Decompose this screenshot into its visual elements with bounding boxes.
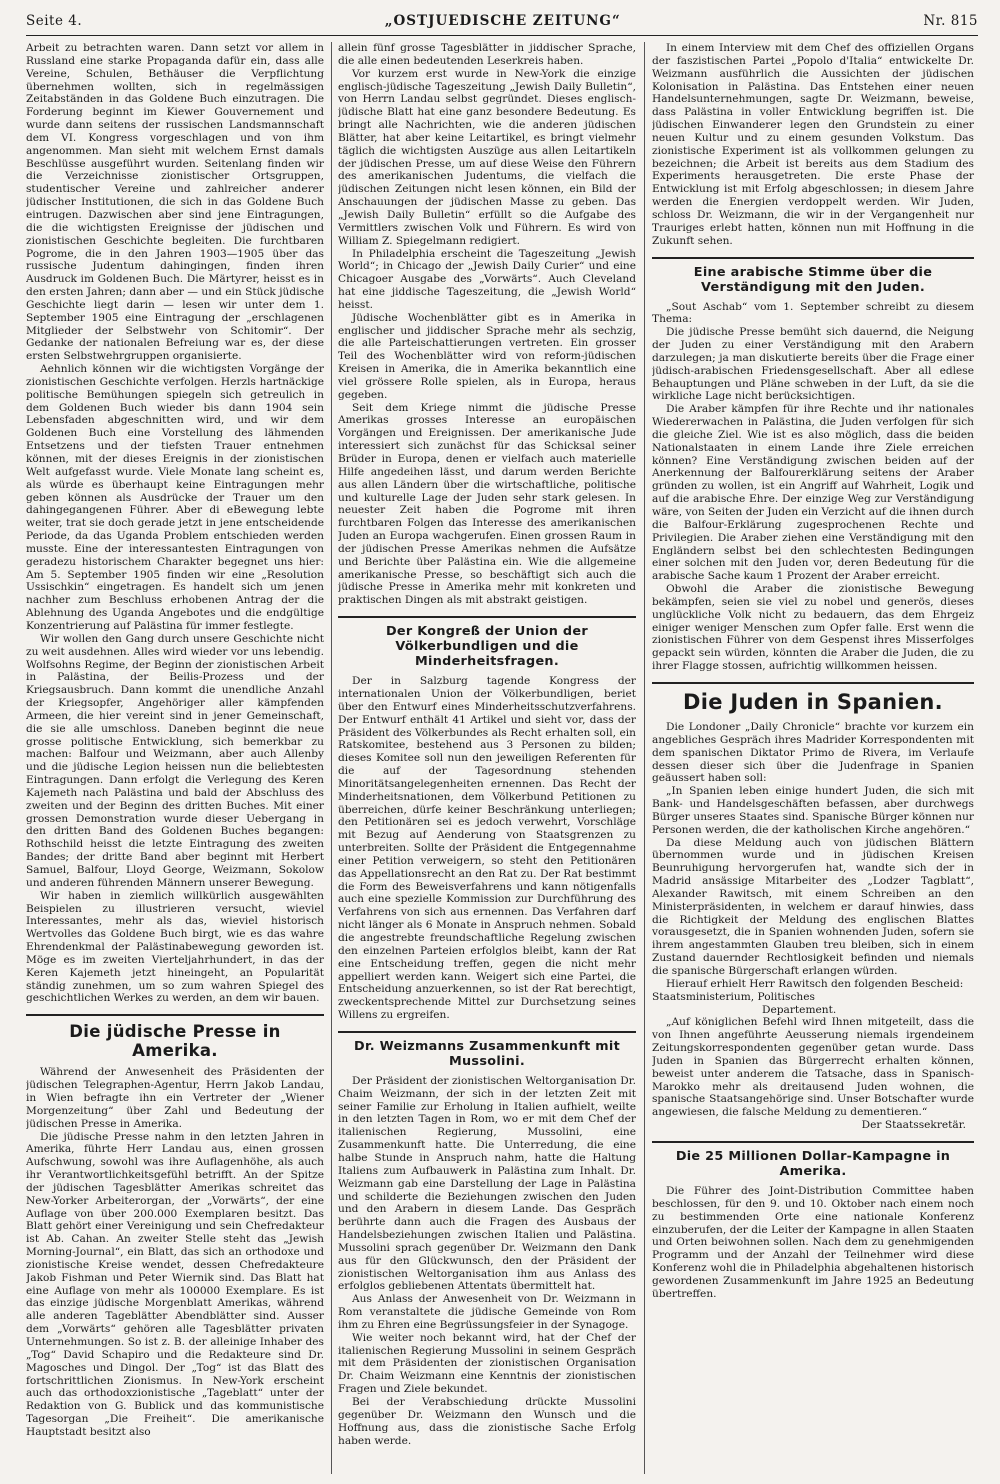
paragraph: Da diese Meldung auch von jüdischen Blättern übernommen wurde und in jüdischen Kreisen Beunruhigung hervorgerufen hat, wandte sich der in Madrid ansässige Mitarbeiter des „Lodzer Tagblatt“, Alexander Rawitsch, mit einem Schreiben an den Ministerpräsidenten, in welchem er darauf hinwies, dass die Richtigkeit der Meldung des englischen Blattes vorausgesetzt, die in Spanien wohnenden Juden, sofern sie ihrem angestammten Glauben treu bleiben, sich in einem Zustand dauernder Rechtlosigkeit befinden und niemals die spanische Bürgerschaft erlangen würden. [652,836,974,977]
paragraph: Die Führer des Joint-Distribution Committee haben beschlossen, für den 9. und 10. Oktober nach einem noch zu bestimmenden Orte eine nationale Konferenz einzuberufen, der die Leiter der Kampagne in allen Staaten und Orten beiwohnen sollen. Nach dem zu genehmigenden Programm und der Anzahl der Teilnehmer wird diese Konferenz wohl die in Philadelphia abgehaltenen historisch gewordenen Zusammenkunft im Jahre 1925 an Bedeutung übertreffen. [652,1184,974,1300]
paragraph: Arbeit zu betrachten waren. Dann setzt vor allem in Russland eine starke Propaganda dafür ein, dass alle Vereine, Schulen, Bethäuser die Verpflichtung übernehmen wollten, sich in regelmässigen Zeitabständen in das Goldene Buch einzutragen. Die Forderung beginnt im Kiewer Gouvernement und wurde dann seitens der russischen Landsmannschaft dem VI. Kongress vorgeschlagen und von ihm angenommen. Man sieht mit welchem Ernst damals Beschlüsse ausgeführt wurden. Seitenlang finden wir die Verzeichnisse zionistischer Ortsgruppen, studentischer Vereine und zahlreicher anderer jüdischer Institutionen, die sich in das Goldene Buch eintrugen. Dazwischen aber sind jene Eintragungen, die die wichtigsten Ereignisse der jüdischen und zionistischen Geschichte begleiten. Die furchtbaren Pogrome, die in den Jahren 1903—1905 über das russische Judentum dahingingen, finden ihren Ausdruck im Goldenen Buch. Die Märtyrer, heisst es in den ersten Jahren; dann aber — und ein Stück jüdische Geschichte liegt darin — lesen wir unter dem 1. September 1905 eine Eintragung der „erschlagenen Mitglieder der Selbstwehr von Schitomir“. Der Gedanke der nationalen Befreiung war es, der diese ersten Selbstwehrgruppen organisierte. [26,42,324,363]
paragraph: In Philadelphia erscheint die Tageszeitung „Jewish World“; in Chicago der „Jewish Daily Curier“ und eine Chicagoer Ausgabe des „Vorwärts“. Auch Cleveland hat eine jiddische Tageszeitung, die „Jewish World“ heisst. [338,247,636,311]
paragraph: Während der Anwesenheit des Präsidenten der jüdischen Telegraphen-Agentur, Herrn Jakob Landau, in Wien befragte ihn ein Vertreter der „Wiener Morgenzeitung“ über Zahl und Bedeutung der jüdischen Presse in Amerika. [26,1066,324,1130]
issue-number: Nr. 815 [923,13,978,29]
column-1 [26,42,324,1474]
headline-kongress-voelkerbundligen: Der Kongreß der Union der Völkerbundligen und die Minderheitsfragen. [386,624,588,670]
column-2 [338,42,636,1474]
paragraph: Wir haben in ziemlich willkürlich ausgewählten Beispielen zu illustrieren versucht, wieviel Interessantes, mehr als das, wieviel historisch Wertvolles das Goldene Buch birgt, wie es das wahre Ehrendenkmal der Palästinabewegung geworden ist. Möge es im zweiten Vierteljahrhundert, in das der Keren Kajemeth jetzt hineingeht, an Popularität ständig zunehmen, um so zum wahren Spiegel des geschichtlichen Werkes zu werden, an dem wir bauen. [26,889,324,1005]
letterhead-line: Staatsministerium, Politisches [652,990,815,1003]
section-rule [338,1031,636,1033]
paragraph: Seit dem Kriege nimmt die jüdische Presse Amerikas grosses Interesse an europäischen Vorgängen und Ereignissen. Der amerikanische Jude interessiert sich zunächst für das Schicksal seiner Brüder in Europa, denen er vielfach auch materielle Hilfe angedeihen lässt, und darum werden Berichte aus allen Ländern über die wirtschaftliche, politische und kulturelle Lage der Juden sehr stark gelesen. In neuester Zeit haben die Pogrome mit ihren furchtbaren Folgen das Interesse des amerikanischen Juden an Europa wachgerufen. Einen grossen Raum in der jüdischen Presse Amerikas nehmen die Aufsätze und Berichte über Palästina ein. Wie die allgemeine amerikanische Presse, so beschäftigt sich auch die jüdische Presse in Amerika mehr mit konkreten und praktischen Dingen als mit abstrakt geistigen. [338,401,636,607]
paragraph: „Sout Aschab“ vom 1. September schreibt zu diesem Thema: [652,300,974,326]
paragraph: Die Araber kämpfen für ihre Rechte und ihr nationales Wiedererwachen in Palästina, die Juden verfolgen für sich die gleiche Ziel. Wie ist es also möglich, dass die beiden Nationalstaaten in einem Lande ihre Ziele erreichen können? Eine Verständigung zwischen beiden auf der Anerkennung der Balfourerklärung seitens der Araber gründen zu wollen, ist ein Angriff auf Wahrheit, Logik und auf die arabische Ehre. Der einzige Weg zur Verständigung wäre, von Seiten der Juden ein Verzicht auf die ihnen durch die Balfour-Erklärung zugesprochenen Rechte und Privilegien. Die Araber ziehen eine Verständigung mit den Engländern selbst bei den schlechtesten Bedingungen einer solchen mit den Juden vor, deren Bedeutung für die arabische Sache kaum 1 Prozent der Araber erreicht. [652,403,974,583]
paragraph: „Auf königlichen Befehl wird Ihnen mitgeteilt, dass die von Ihnen angeführte Aeusserung niemals irgendeinem Zeitungskorrespondenten gegenüber getan wurde. Dass Juden in Spanien das Bürgerrecht erhalten können, beweist unter anderem die Tatsache, dass in Spanisch-Marokko mehr als dreitausend Juden wohnen, die spanische Staatsangehörige sind. Unser Botschafter wurde angewiesen, die falsche Meldung zu dementieren.“ [652,1016,974,1119]
paragraph: allein fünf grosse Tagesblätter in jiddischer Sprache, die alle einen bedeutenden Leserkreis haben. [338,42,636,67]
section-rule [652,682,974,684]
headline-arabische-stimme: Eine arabische Stimme über die Verständigung mit den Juden. [693,264,933,295]
paragraph: Die Londoner „Daily Chronicle“ brachte vor kurzem ein angebliches Gespräch ihres Madrider Korrespondenten mit dem spanischen Diktator Primo de Rivera, im Verlaufe dessen dieser sich über die Judenfrage in Spanien geäussert haben soll: [652,720,974,785]
letterhead-line: Departement. [762,1003,837,1016]
paragraph: Obwohl die Araber die zionistische Bewegung bekämpfen, seien sie viel zu nobel und generös, dieses unglückliche Volk nicht zu bedauern, das dem Ehrgeiz einiger weniger Menschen zum Opfer falle. Erst wenn die zionistischen Führer von dem Gespenst ihres Misserfolges gepackt sein würden, könnten die Araber die Juden, die zu ihrer Flagge stossen, aufrichtig willkommen heissen. [652,583,974,673]
headline-juedische-presse: Die jüdische Presse in Amerika. [69,1022,281,1061]
page-header [26,10,978,32]
paragraph: Die jüdische Presse nahm in den letzten Jahren in Amerika, führte Herr Landau aus, einen grossen Aufschwung, sowohl was ihre Auflagenhöhe, als auch ihr Verantwortlichkeitsgefühl betrifft. An der Spitze der jüdischen Tagesblätter Amerikas schreitet das New-Yorker Arbeiterorgan, der „Vorwärts“, der eine Auflage von über 200.000 Exemplaren besitzt. Das Blatt gehört einer Vereinigung und sein Chefredakteur ist Ab. Cahan. An zweiter Stelle steht das „Jewish Morning-Journal“, ein Blatt, das sich an orthodoxe und zionistische Kreise wendet, dessen Chefredakteure Jakob Fishman und Peter Wiernik sind. Das Blatt hat eine Auflage von mehr als 100000 Exemplare. Es ist das einzige jüdische Morgenblatt Amerikas, während alle anderen Tageblätter Abendblätter sind. Ausser dem „Vorwärts“ gehören alle Tagesblätter privaten Unternehmungen. So ist z. B. der alleinige Inhaber des „Tog“ David Schapiro und die Redakteure sind Dr. Magosches und Dingol. Der „Tog“ ist das Blatt des fortschrittlichen Zionismus. In New-York erscheint auch das orthodoxzionistische „Tageblatt“ unter der Redaktion von G. Bublick und das kommunistische Tagesorgan „Die Freiheit“. Die amerikanische Hauptstadt besitzt also [26,1130,324,1438]
paragraph: Wie weiter noch bekannt wird, hat der Chef der italienischen Regierung Mussolini in seinem Gespräch mit dem Präsidenten der zionistischen Organisation Dr. Chaim Weizmann eine Kenntnis der zionistischen Fragen und Ziele bekundet. [338,1331,636,1396]
masthead-title: „OSTJUEDISCHE ZEITUNG“ [384,13,621,29]
paragraph: Jüdische Wochenblätter gibt es in Amerika in englischer und jiddischer Sprache mehr als sechzig, die alle Parteischattierungen vertreten. Ein grosser Teil des Wochenblätter wird von reform-jüdischen Kreisen in Amerika, die in Amerika bekanntlich eine viel grössere Rolle spielen, als in Europa, heraus gegeben. [338,311,636,401]
paragraph: In einem Interview mit dem Chef des offiziellen Organs der faszistischen Partei „Popolo d'Italia“ entwickelte Dr. Weizmann ausführlich die Aussichten der jüdischen Kolonisation in Palästina. Das Entstehen einer neuen Handelsunternehmungen, sagte Dr. Weizmann, beweise, dass Palästina in voller Entwicklung begriffen ist. Die jüdischen Einwanderer legen den Grundstein zu einer neuen Kultur und zu einem gesunden Volkstum. Das zionistische Experiment ist als vollkommen gelungen zu bezeichnen; die Arbeit ist bereits aus dem Stadium des Experiments herausgetreten. Die erste Phase der Entwicklung ist mit Erfolg abgeschlossen; in diesem Jahre werden die Energien verdoppelt werden. Wir Juden, schloss Dr. Weizmann, die wir in der Vergangenheit nur Trauriges erlebt hatten, können nun mit Hoffnung in die Zukunft sehen. [652,42,974,247]
section-rule [652,1141,974,1143]
header-rule [26,35,978,36]
column-3 [652,42,974,1474]
headline-weizmann-mussolini: Dr. Weizmanns Zusammenkunft mit Mussolini. [354,1038,620,1069]
section-rule [652,257,974,259]
section-rule [338,616,636,618]
paragraph: Vor kurzem erst wurde in New-York die einzige englisch-jüdische Tageszeitung „Jewish Daily Bulletin“, von Herrn Landau selbst gegründet. Dieses englisch-jüdische Blatt hat eine ganz besondere Bedeutung. Es bringt alle Nachrichten, wie die anderen jüdischen Blätter, hat aber keine Leitartikel, es bringt vielmehr täglich die wichtigsten Auszüge aus allen Leitartikeln der jüdischen Presse, um auf diese Weise den Führern des amerikanischen Judentums, die vielfach die jüdischen Zeitungen nicht lesen können, ein Bild der Anschauungen der jüdischen Masse zu geben. Das „Jewish Daily Bulletin“ erfüllt so die Aufgabe des Vermittlers zwischen Volk und Führern. Es wird von William Z. Spiegelmann redigiert. [338,67,636,247]
paragraph: Bei der Verabschiedung drückte Mussolini gegenüber Dr. Weizmann den Wunsch und die Hoffnung aus, dass die zionistische Sache Erfolg haben werde. [338,1396,636,1447]
paragraph: Die jüdische Presse bemüht sich dauernd, die Neigung der Juden zu einer Verständigung mit den Arabern darzulegen; ja man diskutierte bereits über die Frage einer jüdisch-arabischen Friedensgesellschaft. Aber all edlese Behauptungen und Pläne schweben in der Luft, da sie die wirkliche Lage nicht berücksichtigen. [652,326,974,403]
column-divider [644,42,645,1474]
headline-juden-in-spanien: Die Juden in Spanien. [683,689,943,714]
paragraph: „In Spanien leben einige hundert Juden, die sich mit Bank- und Handelsgeschäften befassen, aber durchwegs Bürger unseres Staates sind. Spanische Bürger können nur Personen werden, die der katholischen Kirche angehören.“ [652,785,974,836]
signature-line: Der Staatssekretär. [861,1119,966,1132]
section-rule [26,1014,324,1016]
page-number: Seite 4. [26,13,83,29]
paragraph: Der Präsident der zionistischen Weltorganisation Dr. Chaim Weizmann, der sich in der letzten Zeit mit seiner Familie zur Erholung in Italien aufhielt, weilte in den letzten Tagen in Rom, wo er mit dem Chef der italienischen Regierung, Mussolini, eine Zusammenkunft hatte. Die Unterredung, die eine halbe Stunde in Anspruch nahm, hatte die Haltung Italiens zum Aufbauwerk in Palästina zum Inhalt. Dr. Weizmann gab eine Darstellung der Lage in Palästina und schilderte die Beziehungen zwischen den Juden und den Arabern in diesem Lande. Das Gespräch berührte dann auch die Fragen des Ausbaus der Handelsbeziehungen zwischen Italien und Palästina. Mussolini sprach gegenüber Dr. Weizmann den Dank aus für den Glückwunsch, den der Präsident der zionistischen Weltorganisation ihm aus Anlass des erfolglos gebliebenen Attentats übermittelt hat. [338,1074,636,1293]
paragraph: Hierauf erhielt Herr Rawitsch den folgenden Bescheid: [666,977,964,990]
headline-dollar-kampagne: Die 25 Millionen Dollar-Kampagne in Amerika. [675,1148,951,1179]
paragraph: Wir wollen den Gang durch unsere Geschichte nicht zu weit ausdehnen. Alles wird wieder vor uns lebendig. Wolfsohns Regime, der Beginn der zionistischen Arbeit in Palästina, der Beilis-Prozess und der Kriegsausbruch. Dann kommt die unendliche Anzahl der Kriegsopfer, Angehöriger aller kämpfenden Armeen, die hier vereint sind in jener Gemeinschaft, die sie alle umschloss. Daneben beginnt die neue grosse politische Entwicklung, sich bemerkbar zu machen: Balfour und Weizmann, aber auch Allenby und die jüdische Legion heissen nun die beliebtesten Eintragungen. Dann erfolgt die Verlegung des Keren Kajemeth nach Palästina und bald der Abschluss des zweiten und der Beginn des dritten Buches. Mit einer grossen Demonstration wurde dieser Uebergang in den dritten Band des Goldenen Buches begangen: Rothschild heisst die letzte Eintragung des zweiten Bandes; der dritte Band aber beginnt mit Herbert Samuel, Balfour, Lloyd George, Weizmann, Sokolow und anderen führenden Männern unserer Bewegung. [26,632,324,889]
paragraph: Aehnlich können wir die wichtigsten Vorgänge der zionistischen Geschichte verfolgen. Herzls hartnäckige politische Bemühungen spiegeln sich getreulich in dem Goldenen Buch wieder bis dann 1904 sein Lebensfaden abgeschnitten wird, und wir dem Goldenen Buch eine Vorstellung des lähmenden Entsetzens und der tiefsten Trauer entnehmen können, mit der dieses Ereignis in der zionistischen Welt aufgefasst wurde. Viele Monate lang scheint es, als würde es überhaupt keine Eintragungen mehr geben können als Ausdrücke der Trauer um den dahingegangenen Führer. Aber di eBewegung lebte weiter, trat sie doch gerade jetzt in jene entscheidende Periode, da das Uganda Problem entschieden werden musste. Eine der interessantesten Eintragungen von geradezu historischem Charakter begegnet uns hier: Am 5. September 1905 finden wir eine „Resolution Ussischkin“ eingetragen. Es handelt sich um jenen nachher zum Beschluss erhobenen Antrag der die Ablehnung des Uganda Angebotes und die endgültige Konzentrierung auf Palästina für immer festlegte. [26,363,324,632]
paragraph: Aus Anlass der Anwesenheit von Dr. Weizmann in Rom veranstaltete die jüdische Gemeinde von Rom ihm zu Ehren eine Begrüssungsfeier in der Synagoge. [338,1293,636,1331]
paragraph: Der in Salzburg tagende Kongress der internationalen Union der Völkerbundligen, beriet über den Entwurf eines Minderheitsschutzverfahrens. Der Entwurf enthält 41 Artikel und sieht vor, dass der Präsident des Völkerbundes als Recht erhalten soll, ein Ratskomitee, bestehend aus 3 Personen zu bilden; dieses Komitee soll nun den jeweiligen Referenten für die auf der Tagesordnung stehenden Minoritätsangelegenheiten ernennen. Das Recht der Minderheitsnationen, dem Völkerbund Petitionen zu überreichen, dürfe keiner Beschränkung unterliegen; den Petitionären sei es jedoch verwehrt, Vorschläge mit Bezug auf Aenderung von Staatsgrenzen zu unterbreiten. Sollte der Präsident die Entgegennahme einer Petition verweigern, so steht den Petitionären das Appellationsrecht an den Rat zu. Der Rat bestimmt die Form des Beweisverfahrens und kann nötigenfalls auch eine spezielle Kommission zur Durchführung des Verfahrens von sich aus ernennen. Das Verfahren darf nicht länger als 6 Monate in Anspruch nehmen. Sobald die angestrebte freundschaftliche Regelung zwischen den einzelnen Parteien erfolglos bleibt, kann der Rat eine Entscheidung treffen, gegen die nicht mehr appelliert werden kann. Weigert sich eine Partei, die Entscheidung anzuerkennen, so ist der Rat berechtigt, zweckentsprechende Mittel zur Durchsetzung seines Willens zu ergreifen. [338,675,636,1022]
column-divider [331,42,332,1474]
